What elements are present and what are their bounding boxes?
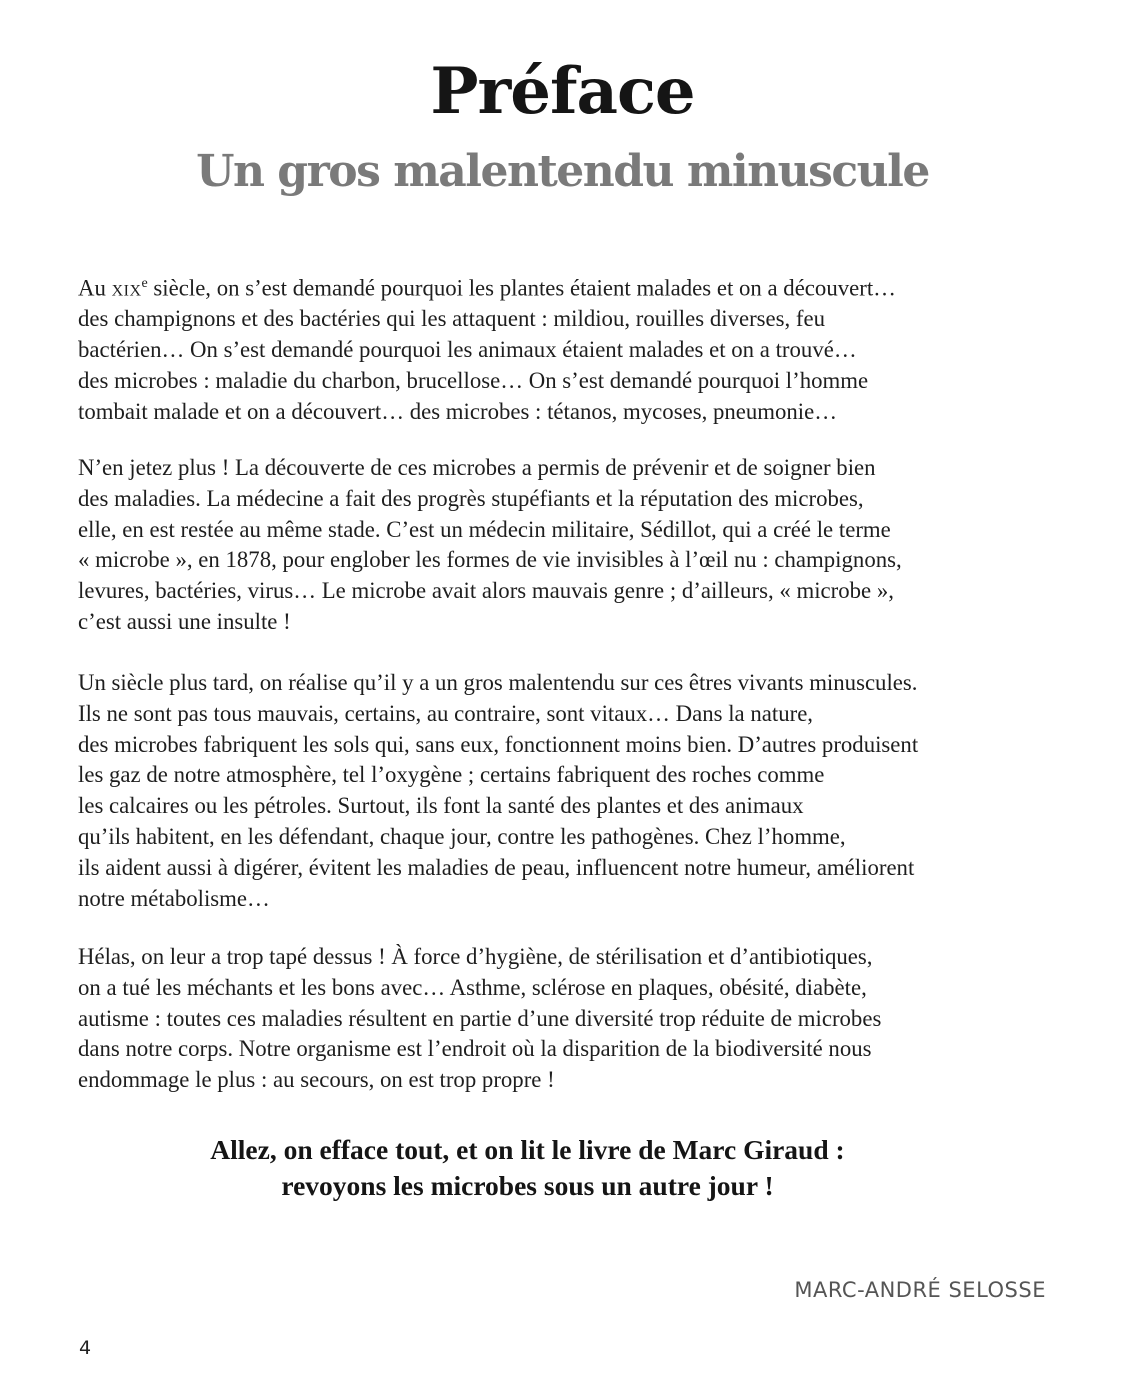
- paragraph-line: des microbes fabriquent les sols qui, sans eux, fonctionnent moins bien. D’autres produisent: [78, 731, 919, 757]
- paragraph-line: ils aident aussi à digérer, évitent les maladies de peau, influencent notre humeur, améliorent: [78, 854, 915, 880]
- closing-line: Allez, on efface tout, et on lit le livre de Marc Giraud :: [210, 1134, 845, 1165]
- paragraph-line: notre métabolisme…: [78, 885, 270, 911]
- paragraph-4: [78, 942, 1078, 1096]
- paragraph-line: des microbes : maladie du charbon, brucellose… On s’est demandé pourquoi l’homme: [78, 367, 869, 393]
- page-number: 4: [79, 1337, 92, 1359]
- paragraph-line: c’est aussi une insulte !: [78, 608, 291, 634]
- paragraph-line: Hélas, on leur a trop tapé dessus ! À force d’hygiène, de stérilisation et d’antibiotiques,: [78, 944, 873, 969]
- paragraph-line: les gaz de notre atmosphère, tel l’oxygène ; certains fabriquent des roches comme: [78, 762, 825, 788]
- paragraph-line: « microbe », en 1878, pour englober les formes de vie invisibles à l’œil nu : champignons,: [78, 547, 902, 573]
- paragraph-line: dans notre corps. Notre organisme est l’endroit où la disparition de la biodiversité nous: [78, 1036, 872, 1062]
- paragraph-line: Au xix$^e$ siècle, on s’est demandé pourquoi les plantes étaient malades et on a découvert…: [78, 275, 896, 301]
- paragraph-line: des maladies. La médecine a fait des progrès stupéfiants et la réputation des microbes,: [78, 485, 864, 511]
- closing-line: revoyons les microbes sous un autre jour !: [281, 1170, 774, 1201]
- closing-statement: [0, 1132, 1055, 1204]
- paragraph-line: qu’ils habitent, en les défendant, chaque jour, contre les pathogènes. Chez l’homme,: [78, 823, 846, 849]
- paragraph-line: tombait malade et on a découvert… des microbes : tétanos, mycoses, pneumonie…: [78, 398, 838, 424]
- paragraph-line: on a tué les méchants et les bons avec… Asthme, sclérose en plaques, obésité, diabète,: [78, 974, 867, 1000]
- paragraph-line: des champignons et des bactéries qui les attaquent : mildiou, rouilles diverses, feu: [78, 306, 826, 332]
- paragraph-line: les calcaires ou les pétroles. Surtout, ils font la santé des plantes et des animaux: [78, 793, 804, 819]
- paragraph-line: bactérien… On s’est demandé pourquoi les animaux étaient malades et on a trouvé…: [78, 337, 857, 363]
- paragraph-line: levures, bactéries, virus… Le microbe avait alors mauvais genre ; d’ailleurs, « microbe »,: [78, 578, 894, 604]
- paragraph-1: [78, 269, 1078, 428]
- paragraph-line: autisme : toutes ces maladies résultent en partie d’une diversité trop réduite de microbes: [78, 1005, 882, 1031]
- paragraph-line: Un siècle plus tard, on réalise qu’il y a un gros malentendu sur ces êtres vivants minuscules.: [78, 670, 918, 695]
- paragraph-line: elle, en est restée au même stade. C’est un médecin militaire, Sédillot, qui a créé le terme: [78, 516, 891, 542]
- paragraph-2: [78, 453, 1078, 638]
- century-numeral: xix: [111, 275, 142, 301]
- paragraph-line: endommage le plus : au secours, on est trop propre !: [78, 1067, 555, 1093]
- paragraph-3: [78, 668, 1078, 914]
- page-title: Préface: [430, 54, 695, 129]
- page-subtitle: Un gros malentendu minuscule: [196, 146, 929, 197]
- paragraph-line: N’en jetez plus ! La découverte de ces microbes a permis de prévenir et de soigner bien: [78, 455, 876, 480]
- author-signature: MARC-ANDRÉ SELOSSE: [794, 1278, 1046, 1302]
- paragraph-line: Ils ne sont pas tous mauvais, certains, au contraire, sont vitaux… Dans la nature,: [78, 700, 814, 726]
- ordinal-superscript: e: [141, 276, 148, 291]
